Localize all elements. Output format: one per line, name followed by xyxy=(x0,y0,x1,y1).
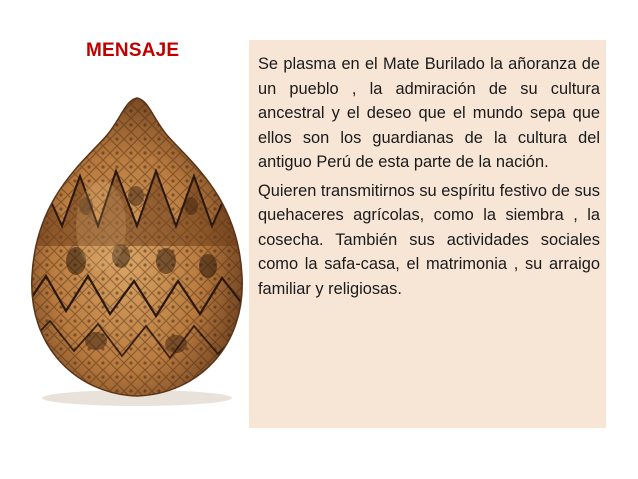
message-paragraph-1: Se plasma en el Mate Burilado la añoranza de un pueblo , la admiración de su cultura ancestral y el deseo que el mundo sepa que ellos son los guardianas de la cultura del antiguo Perú de esta parte de la nación. xyxy=(258,55,600,171)
gourd-image xyxy=(26,76,248,456)
message-paragraph-2: Quieren transmitirnos su espíritu festivo de sus quehaceres agrícolas, como la siembra , la cosecha. También sus actividades sociales como la safa-casa, el matrimonia , su arraigo familiar y religiosas. xyxy=(258,181,600,298)
slide-heading: MENSAJE xyxy=(86,40,180,61)
message-textbox xyxy=(249,40,606,428)
